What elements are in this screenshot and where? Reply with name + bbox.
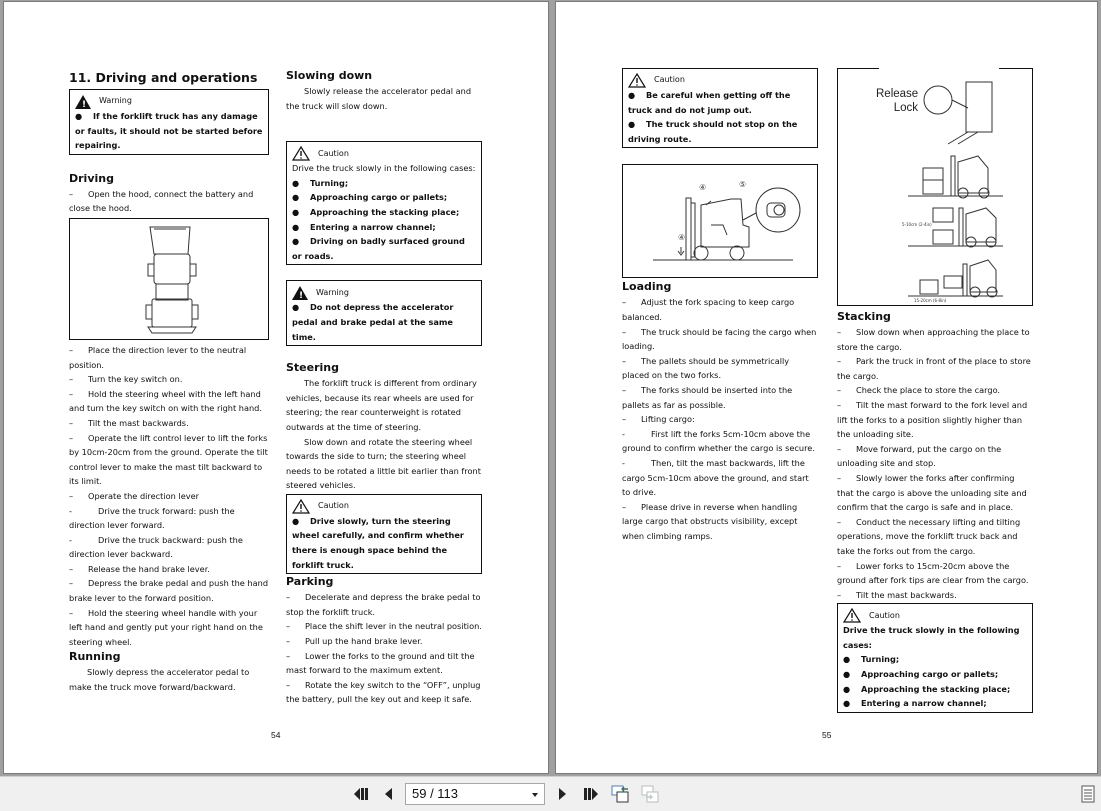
svg-text:15-20cm (6-8in): 15-20cm (6-8in)	[914, 298, 947, 303]
document-properties-button[interactable]	[1080, 785, 1096, 803]
previous-view-button[interactable]	[610, 785, 632, 803]
caution-icon	[628, 73, 646, 88]
battery-connector-illustration	[69, 218, 269, 340]
stacking-heading: Stacking	[837, 310, 891, 323]
forward-view-icon	[641, 785, 661, 803]
prev-page-icon	[383, 786, 393, 802]
page-54	[4, 2, 548, 773]
stacking-steps-icon	[838, 68, 1034, 305]
section-title: 11. Driving and operations	[69, 70, 258, 85]
steering-heading: Steering	[286, 361, 340, 375]
stacking-illustration	[837, 68, 1033, 306]
left-column-1: 11. Driving and operations ! Warning ● If the forklift truck has any damage or faults, it should not be started before repairing. Driving – Open the hood, connect the battery and close the hood. – Place the direction lever to the neutral position. – Turn the key switch on. – Hold the steering wheel with the left hand and turn the key switch on with the right hand. – Tilt the mast backwards. – Operate the lift control lever to lift the forks by 10cm-20cm from the ground. Operate the tilt control lever to make the mast tilt backward to its limit. – Operate the direction lever - Drive the truck forward: push the direction lever forward. - Drive the truck backward: push the direction lever backward. – Release the hand brake lever. – Depress the brake pedal and push the hand brake lever to the forward position. – Hold the steering wheel handle with your left hand and gently put your right hand on the steering wheel. Running Slowly depress the accelerator pedal to make the truck move forward/backward.	[69, 70, 269, 693]
driving-heading: Driving	[69, 171, 114, 185]
slowing-heading: Slowing down	[286, 69, 373, 82]
page-selector[interactable]	[405, 783, 545, 805]
loading-heading: Loading	[622, 280, 672, 294]
first-page-button[interactable]	[352, 785, 370, 803]
caution-icon	[843, 608, 861, 623]
page-number: 55	[822, 730, 832, 740]
next-page-icon	[558, 786, 568, 802]
running-heading: Running	[69, 650, 121, 664]
last-page-icon	[583, 786, 599, 802]
next-view-button[interactable]	[640, 785, 662, 803]
warning-label: Warning	[99, 96, 132, 106]
svg-text:④: ④	[678, 233, 686, 243]
warning-box-2: ! Warning ● Do not depress the accelerator pedal and brake pedal at the same time.	[286, 280, 482, 346]
caution-box: Caution ● Be careful when getting off the truck and do not jump out. ● The truck should not stop on the driving route.	[622, 68, 818, 148]
caution-box: Caution Drive the truck slowly in the following cases: ● Turning; ● Approaching cargo or pallets; ● Approaching the stacking place; ● Entering a narrow channel; ● Driving on badly surfaced ground or roads.	[286, 141, 482, 265]
left-column-2: Slowing down Slowly release the accelerator pedal and the truck will slow down. Caution Drive the truck slowly in the following cases: ● Turning; ● Approaching cargo or pallets; ● Approaching the stacking place; ● Entering a narrow channel; ● Driving on badly surfaced ground or roads. ! Warning ● Do not depress the accelerator pedal and brake pedal at the same time. Steering The forklift truck is different from ordinary vehicles, because its rear wheels are used for steering; the rear counterweight is rotated outwards at the time of steering. Slow down and rotate the steering wheel towards the side to turn; the steering wheel needs to be rotated a little bit earlier than front steered vehicles. Caution ● Drive slowly, turn the steering wheel carefully, and confirm whether there is enough space behind the forklift truck. Parking – Decelerate and depress the brake pedal to stop the forklift truck. – Place the shift lever in the neutral position. – Pull up the hand brake lever. – Lower the forks to the ground and tilt the mast forward to the maximum extent. – Rotate the key switch to the “OFF”, unplug the battery, pull the key out and keep it safe.	[286, 69, 482, 705]
page-55	[556, 2, 1097, 773]
caution-icon	[292, 146, 310, 161]
bullet-icon: ●	[75, 111, 83, 121]
caution-box-2: Caution ● Drive slowly, turn the steering wheel carefully, and confirm whether there is enough space behind the forklift truck.	[286, 494, 482, 574]
battery-connector-icon	[70, 219, 270, 339]
warning-box: ! Warning ● If the forklift truck has any damage or faults, it should not be started before repairing.	[69, 89, 269, 155]
caution-icon	[292, 499, 310, 514]
warning-icon: !	[292, 286, 308, 300]
lock-label: Lock	[893, 102, 918, 114]
first-page-icon	[353, 786, 369, 802]
page-indicator: 59 / 113	[412, 786, 459, 801]
last-page-button[interactable]	[582, 785, 600, 803]
document-properties-icon	[1081, 785, 1095, 803]
right-column-1: Caution ● Be careful when getting off the truck and do not jump out. ● The truck should not stop on the driving route. ④ ⑤ ④ Loading – Adjust the fork spacing to keep cargo balanced. – The truck should be facing the cargo when loading. – The pallets should be symmetrically placed on the two forks. – The forks should be inserted into the pallets as far as possible. – Lifting cargo: - First lift the forks 5cm-10cm above the ground to confirm whether the cargo is secure. - Then, tilt the mast backwards, lift the cargo 5cm-10cm above the ground, and start to drive. – Please drive in reverse when handling large cargo that obstructs visibility, except when climbing ramps.	[622, 68, 818, 543]
prev-page-button[interactable]	[381, 785, 395, 803]
forklift-icon	[623, 165, 817, 277]
navigation-toolbar	[0, 776, 1101, 811]
next-page-button[interactable]	[556, 785, 570, 803]
release-label: Release	[876, 88, 919, 100]
parking-heading: Parking	[286, 575, 334, 589]
right-column-2: Release Lock 5-10cm (2-4in) 15-20cm (6-8in) Stacking – Slow down when approaching the place to store the cargo. – Park the truck in front of the place to store the cargo. – Check the place to store the cargo. – Tilt the mast forward to the fork level and lift the forks to a position slightly higher than the unloading site. – Move forward, put the cargo on the unloading site and stop. – Slowly lower the forks after confirming that the cargo is above the unloading site and confirm that the cargo is safe and in place. – Conduct the necessary lifting and tilting operations, move the forklift truck back and take the forks out from the cargo. – Lower forks to 15cm-20cm above the ground after fork tips are clear from the cargo. – Tilt the mast backwards. Caution Drive the truck slowly in the following cases: ● Turning; ● Approaching cargo or pallets; ● Approaching the stacking place; ● Entering a narrow channel;	[837, 68, 1033, 713]
warning-icon: !	[75, 95, 91, 109]
svg-text:5-10cm (2-4in): 5-10cm (2-4in)	[902, 222, 932, 227]
back-view-icon	[611, 785, 631, 803]
caution-box-2: Caution Drive the truck slowly in the following cases: ● Turning; ● Approaching cargo or pallets; ● Approaching the stacking place; ● Entering a narrow channel;	[837, 603, 1033, 713]
svg-text:④: ④	[699, 183, 707, 193]
svg-text:⑤: ⑤	[739, 180, 747, 190]
chevron-down-icon	[532, 793, 538, 797]
page-number: 54	[271, 730, 281, 740]
forklift-side-illustration	[622, 164, 818, 278]
